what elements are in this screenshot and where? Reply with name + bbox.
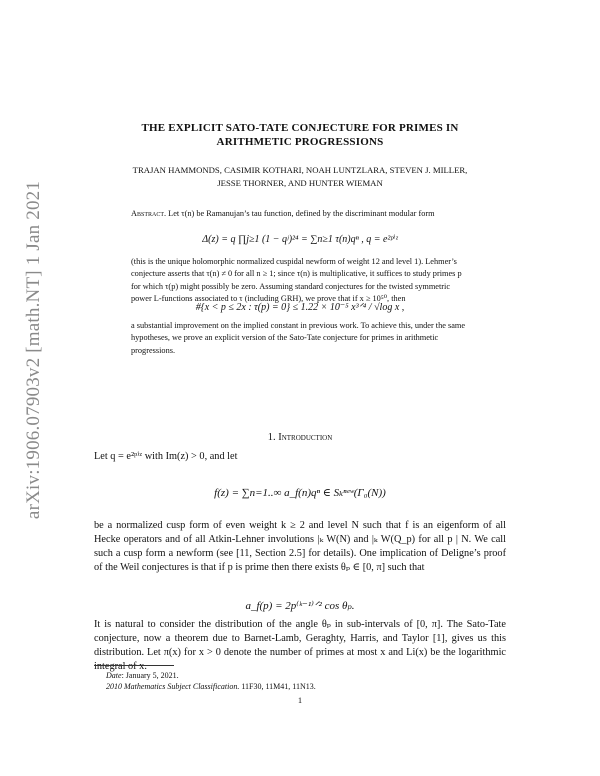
abstract-text-2: (this is the unique holomorphic normalized cuspidal newform of weight 12 and level 1). Lehmer’s conjecture asserts that τ(n) ≠ 0 for all n ≥ 1; since τ(n) is multiplicative, it suffices to study primes p for which τ(p) might possibly be zero. Assuming standard conjectures for the twisted symmetric power L-functions associated to τ (including GRH), we prove that if x ≥ 10⁵⁰, then: [131, 257, 462, 304]
author-list: [120, 164, 480, 190]
footnote-date-label: Date: [106, 671, 122, 680]
footnote-msc-value: 11F30, 11M41, 11N13.: [241, 682, 316, 691]
abstract-text-3: a substantial improvement on the implied constant in previous work. To achieve this, under the same hypotheses, we prove an explicit version of the Sato-Tate conjecture for primes in arithmetic progressions.: [131, 321, 466, 355]
footnote-msc-label: 2010 Mathematics Subject Classification.: [106, 682, 240, 691]
page-number: 1: [297, 695, 303, 705]
intro-paragraph-1: Let q = e²ᵖⁱᶻ with Im(z) > 0, and let: [94, 451, 238, 462]
title-line-2: ARITHMETIC PROGRESSIONS: [216, 136, 384, 148]
footnotes: [106, 670, 316, 692]
abstract-intro: [131, 208, 469, 220]
title-line-1: THE EXPLICIT SATO-TATE CONJECTURE FOR PRIMES IN: [141, 122, 459, 134]
paper-title: [100, 121, 500, 149]
footnote-rule: [94, 665, 174, 666]
footnote-msc: [106, 681, 316, 692]
abstract-equation-bound: #{x < p ≤ 2x : τ(p) = 0} ≤ 1.22 × 10⁻⁵ x³ᐟ⁴ / √log x ,: [195, 302, 405, 313]
arxiv-stamp: [14, 90, 54, 610]
authors-line-1: TRAJAN HAMMONDS, CASIMIR KOTHARI, NOAH LUNTZLARA, STEVEN J. MILLER,: [132, 165, 468, 175]
abstract-text-1: Let τ(n) be Ramanujan’s tau function, defined by the discriminant modular form: [168, 209, 435, 218]
authors-line-2: JESSE THORNER, AND HUNTER WIEMAN: [217, 178, 383, 188]
intro-equation-af: a_f(p) = 2p⁽ᵏ⁻¹⁾ᐟ² cos θₚ.: [245, 600, 355, 612]
intro-paragraph-3: It is natural to consider the distribution of the angle θₚ in sub-intervals of [0, π]. The Sato-Tate conjecture, now a theorem due to Barnet-Lamb, Geraghty, Harris, and Taylor [1], gives us this distribution. Let π(x) for x > 0 denote the number of primes at most x and Li(x) be the logarithmic integral of x.: [94, 619, 506, 672]
arxiv-identifier: arXiv:1906.07903v2 [math.NT] 1 Jan 2021: [23, 180, 44, 520]
abstract-label: Abstract.: [131, 209, 167, 218]
intro-paragraph-2: be a normalized cusp form of even weight k ≥ 2 and level N such that f is an eigenform of all Hecke operators and of all Atkin-Lehner involutions |ₖ W(N) and |ₖ W(Q_p) for all p | N. We call such a cusp form a newform (see [11, Section 2.5] for details). One implication of Deligne’s proof of the Weil conjectures is that if p is prime then there exists θₚ ∈ [0, π] such that: [94, 520, 506, 573]
footnote-date: [106, 670, 316, 681]
intro-equation-f: f(z) = ∑n=1..∞ a_f(n)qⁿ ∈ Sₖⁿᵉʷ(Γ₀(N)): [214, 487, 386, 499]
section-heading: 1. Introduction: [267, 432, 333, 443]
footnote-date-value: : January 5, 2021.: [121, 671, 179, 680]
abstract-equation-delta: Δ(z) = q ∏j≥1 (1 − qʲ)²⁴ = ∑n≥1 τ(n)qⁿ , q = e²ᵖⁱᶻ: [202, 234, 398, 245]
